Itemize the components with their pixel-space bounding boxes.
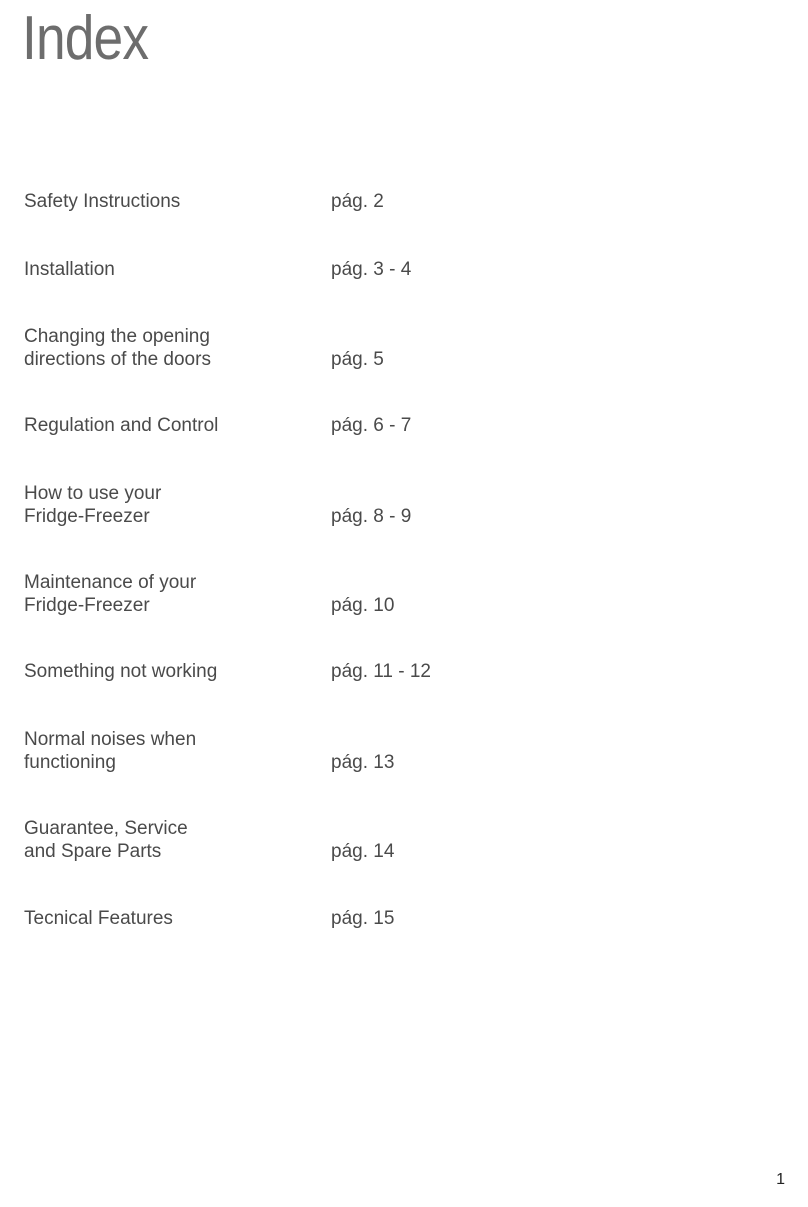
toc-entry-title-line: Changing the opening — [24, 326, 210, 347]
toc-entry-title-line: directions of the doors — [24, 349, 211, 370]
toc-entry-title-line: and Spare Parts — [24, 841, 162, 862]
toc-entry-page: pág. 15 — [331, 908, 395, 929]
toc-entry-title — [24, 660, 314, 683]
toc-entry-title-line: Something not working — [24, 661, 218, 682]
toc-entry-page: pág. 5 — [331, 349, 384, 370]
toc-entry-title — [24, 258, 314, 281]
toc-entry-title-line: Safety Instructions — [24, 191, 181, 212]
toc-entry-page: pág. 10 — [331, 595, 395, 616]
toc-entry-page: pág. 6 - 7 — [331, 415, 412, 436]
toc-entry-title-line: Regulation and Control — [24, 415, 219, 436]
toc-entry-title — [24, 325, 314, 371]
toc-entry-title-line: Installation — [24, 259, 115, 280]
page-number: 1 — [776, 1171, 785, 1188]
toc-entry-title — [24, 728, 314, 774]
toc-entry-title-line: Tecnical Features — [24, 908, 173, 929]
toc-entry-title — [24, 907, 314, 930]
toc-entry-title-line: functioning — [24, 752, 116, 773]
toc-entry-page: pág. 13 — [331, 752, 395, 773]
toc-entry-title-line: How to use your — [24, 483, 162, 504]
toc-entry-title — [24, 190, 314, 213]
toc-entry-title-line: Guarantee, Service — [24, 818, 188, 839]
page-title: Index — [22, 4, 149, 73]
toc-entry-title — [24, 482, 314, 528]
toc-entry-title — [24, 817, 314, 863]
toc-entry-page: pág. 2 — [331, 191, 384, 212]
toc-entry-page: pág. 11 - 12 — [331, 661, 432, 682]
toc-entry-page: pág. 3 - 4 — [331, 259, 412, 280]
toc-entry-page: pág. 8 - 9 — [331, 506, 412, 527]
toc-entry-title — [24, 571, 314, 617]
toc-entry-title-line: Fridge-Freezer — [24, 506, 150, 527]
toc-entry-page: pág. 14 — [331, 841, 395, 862]
toc-entry-title — [24, 414, 314, 437]
toc-entry-title-line: Maintenance of your — [24, 572, 197, 593]
toc-entry-title-line: Normal noises when — [24, 729, 197, 750]
toc-entry-title-line: Fridge-Freezer — [24, 595, 150, 616]
